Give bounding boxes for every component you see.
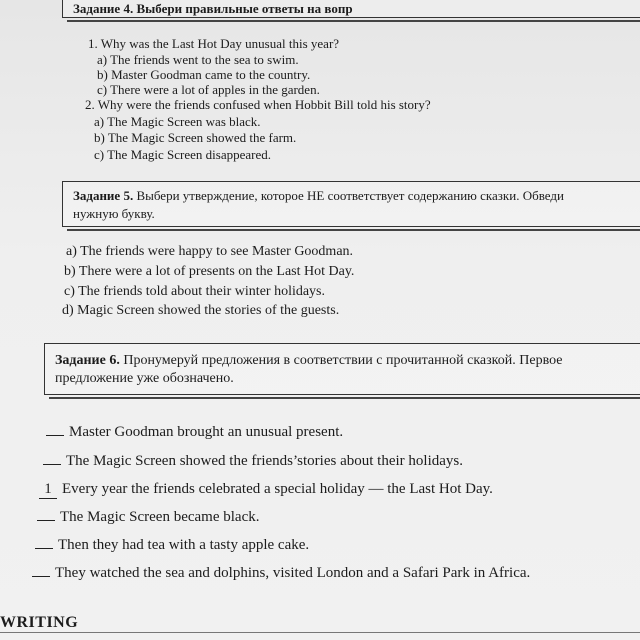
task4-box (62, 0, 640, 18)
question-1-option-a[interactable]: a) The friends went to the sea to swim. (97, 52, 299, 67)
task5-statement-d[interactable]: d) Magic Screen showed the stories of the guests. (62, 303, 340, 318)
sentence-text: They watched the sea and dolphins, visited London and a Safari Park in Africa. (55, 565, 531, 581)
sentence-text: The Magic Screen became black. (60, 509, 260, 525)
question-1-option-c[interactable]: c) There were a lot of apples in the garden. (97, 82, 320, 97)
question-2-option-c[interactable]: c) The Magic Screen disappeared. (94, 147, 271, 162)
task6-line2: предложение уже обозначено. (55, 371, 234, 386)
number-blank[interactable] (32, 576, 50, 577)
task6-sentence-3[interactable] (39, 481, 493, 499)
task6-sentence-2[interactable] (43, 453, 463, 470)
task5-label: Задание 5. (73, 188, 134, 203)
question-2: 2. Why were the friends confused when Hobbit Bill told his story? (85, 97, 431, 112)
sentence-text: The Magic Screen showed the friends’stories about their holidays. (66, 453, 463, 469)
task5-line2: нужную букву. (73, 206, 155, 221)
number-blank[interactable]: 1 (39, 481, 57, 499)
question-2-option-b[interactable]: b) The Magic Screen showed the farm. (94, 130, 297, 145)
section-heading: WRITING (0, 614, 79, 631)
task5-line1: Выбери утверждение, которое НЕ соответствует содержанию сказки. Обведи (136, 188, 564, 203)
task5-box (62, 181, 640, 227)
number-blank[interactable] (43, 464, 61, 465)
task6-sentence-1[interactable] (46, 424, 343, 441)
sentence-text: Master Goodman brought an unusual present. (69, 424, 344, 440)
number-blank[interactable] (37, 520, 55, 521)
question-2-option-a[interactable]: a) The Magic Screen was black. (94, 114, 261, 129)
task6-sentence-5[interactable] (35, 537, 309, 554)
task6-sentence-4[interactable] (37, 509, 259, 526)
task6-instructions (45, 344, 640, 388)
task5-instructions (63, 182, 640, 223)
number-blank[interactable] (46, 435, 64, 436)
sentence-text: Every year the friends celebrated a special holiday — the Last Hot Day. (62, 481, 493, 497)
sentence-text: Then they had tea with a tasty apple cake. (58, 537, 310, 553)
task6-sentence-6[interactable] (32, 565, 530, 582)
task5-statement-b[interactable]: b) There were a lot of presents on the Last Hot Day. (64, 264, 355, 279)
task4-header: Задание 4. Выбери правильные ответы на вопр (73, 1, 353, 16)
divider (0, 632, 640, 633)
task6-box (44, 343, 640, 395)
task6-line1: Пронумеруй предложения в соответствии с прочитанной сказкой. Первое (123, 353, 563, 368)
task5-statement-a[interactable]: a) The friends were happy to see Master Goodman. (66, 244, 354, 259)
number-blank[interactable] (35, 548, 53, 549)
question-1: 1. Why was the Last Hot Day unusual this year? (88, 36, 340, 51)
question-1-option-b[interactable]: b) Master Goodman came to the country. (97, 67, 311, 82)
task6-label: Задание 6. (55, 353, 120, 368)
task5-statement-c[interactable]: c) The friends told about their winter holidays. (64, 284, 326, 299)
